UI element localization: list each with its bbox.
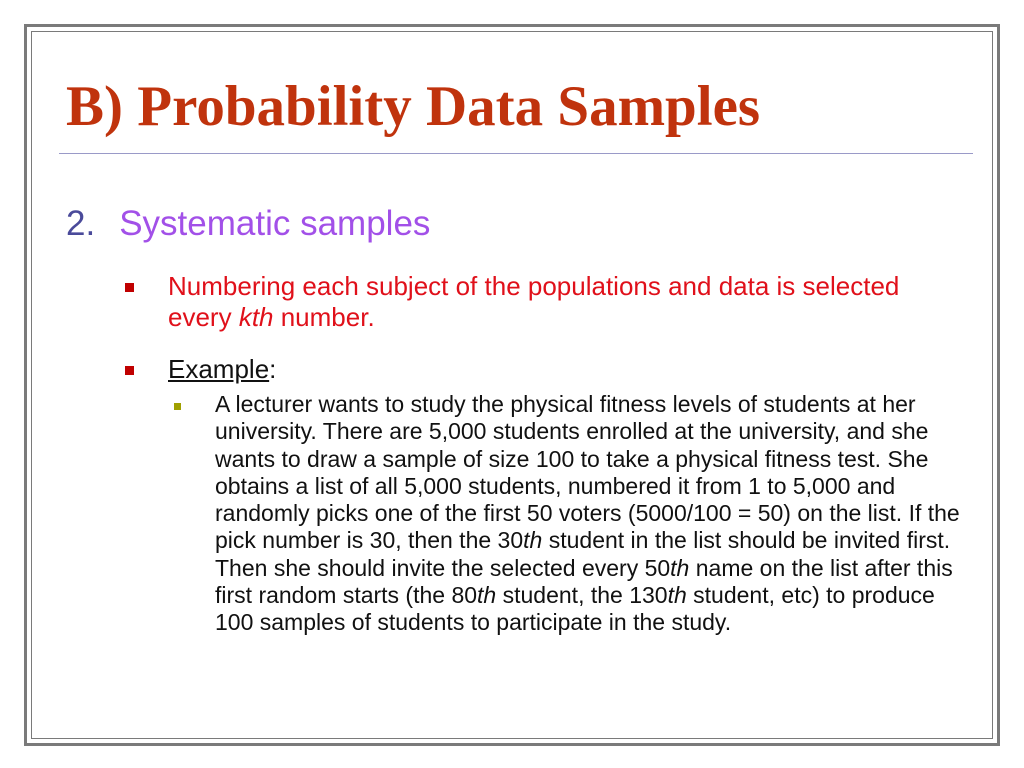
- title-divider: [59, 153, 973, 154]
- bullet-square-icon: [125, 366, 134, 375]
- bullet-example: Example:: [168, 354, 277, 384]
- section-number: 2.: [66, 204, 96, 243]
- sub-bullet-square-icon: [174, 403, 181, 410]
- example-paragraph: A lecturer wants to study the physical fitness levels of students at her university. There are 5,000 students enrolled at the university, and she wants to draw a sample of size 100 to take a physical fitness test. She obtains a list of all 5,000 students, numbered it from 1 to 5,000 and randomly picks one of the first 50 voters (5000/100 = 50) on the list. If the pick number is 30, then the 30th student in the list should be invited first. Then she should invite the selected every 50th name on the list after this first random starts (the 80th student, the 130th student, etc) to produce 100 samples of students to participate in the study.: [215, 391, 960, 636]
- slide-title: B) Probability Data Samples: [66, 75, 761, 138]
- section-heading: [66, 206, 430, 241]
- section-label: Systematic samples: [119, 204, 431, 243]
- italic-kth: kth: [238, 302, 274, 332]
- example-label: Example: [168, 354, 270, 384]
- bullet-definition: Numbering each subject of the populations and data is selected every kth number.: [168, 271, 900, 332]
- bullet-square-icon: [125, 283, 134, 292]
